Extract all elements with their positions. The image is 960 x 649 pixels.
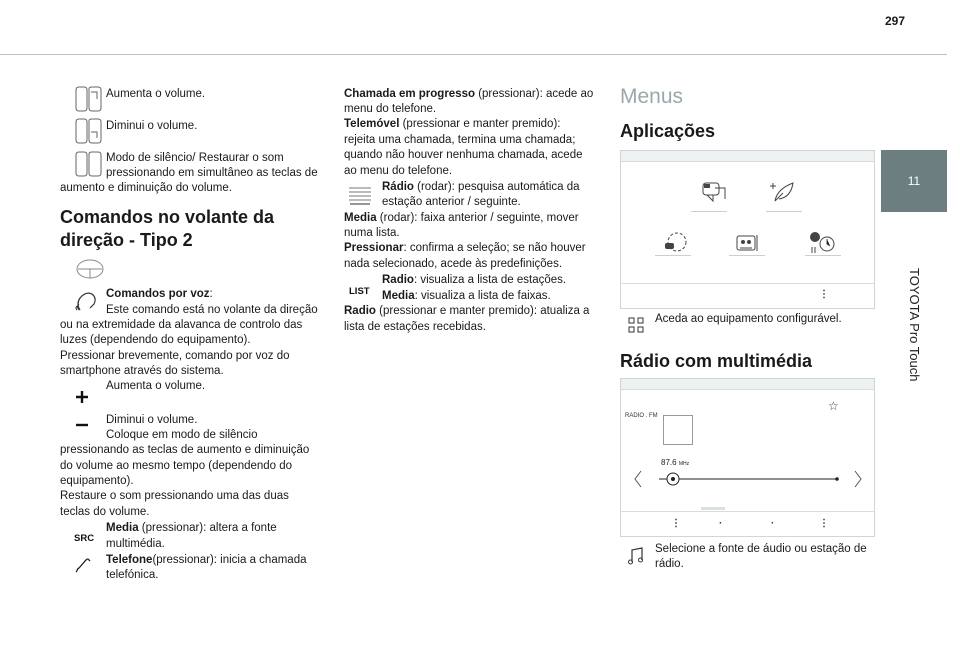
radio-line-2: estação anterior / seguinte. (382, 196, 521, 208)
tel-bold: Telefone (106, 554, 153, 566)
radio-caption-line-1: Selecione a fonte de áudio ou estação de (655, 543, 867, 555)
steering-control-mute-icon (73, 151, 103, 177)
radio-line-1 (382, 180, 580, 196)
section-heading-line-2: direção - Tipo 2 (60, 230, 193, 250)
list-icon: LIST (349, 286, 370, 297)
rotary-knob-icon (347, 183, 373, 207)
media-bold: Media (106, 522, 139, 534)
media-line-1 (106, 521, 277, 537)
radio-dot-icon-2[interactable]: · (771, 518, 775, 529)
minus-line-6: Restaure o som pressionando uma das duas (60, 490, 289, 502)
mute-line-1: Modo de silêncio/ Restaurar o som (106, 152, 284, 164)
media-rot-bold: Media (344, 212, 377, 224)
eco-app-icon[interactable] (769, 179, 799, 207)
station-artwork (663, 415, 693, 445)
voice-line-0 (106, 287, 213, 303)
call-line-2: menu do telefone. (344, 103, 437, 115)
media-rot-line-1 (344, 211, 579, 227)
radio-screen-bottom-bar (621, 511, 874, 536)
mute-line-3: aumento e diminuição do volume. (60, 182, 232, 194)
media-rot-line-2: numa lista. (344, 227, 400, 239)
chapter-title (881, 212, 947, 432)
apps-caption: Aceda ao equipamento configurável. (655, 313, 842, 325)
call-line-1 (344, 87, 593, 103)
radio-bold: Rádio (382, 181, 414, 193)
vol-down-text: Diminui o volume. (106, 120, 198, 132)
media-line-2: multimédia. (106, 538, 165, 550)
plus-text: Aumenta o volume. (106, 380, 206, 392)
chapter-title-text: TOYOTA Pro Touch (906, 268, 922, 382)
mobile-line-4: ao menu do telefone. (344, 165, 453, 177)
mobile-rest: (pressionar e manter premido): (399, 118, 561, 130)
list-media-line (382, 289, 551, 305)
press-bold: Pressionar (344, 242, 404, 254)
mobile-line-1 (344, 117, 560, 133)
radio2-bold: Radio (344, 305, 376, 317)
voice-line-5: smartphone através do sistema. (60, 365, 224, 377)
clock-app-icon[interactable] (807, 229, 837, 257)
mobile-line-2: rejeita uma chamada, termina uma chamada; (344, 134, 576, 146)
radio-caption-line-2: rádio. (655, 558, 684, 570)
radio-dot-icon-1[interactable]: · (719, 518, 723, 529)
media-rest: (pressionar): altera a fonte (138, 522, 277, 534)
frequency-unit: MHz (678, 461, 690, 467)
list-radio-rest: : visualiza a lista de estações. (413, 274, 567, 286)
settings-app-underline (655, 255, 691, 256)
page-number: 297 (884, 14, 906, 28)
apps-screen-status-bar (621, 151, 874, 162)
vol-up-text: Aumenta o volume. (106, 88, 206, 100)
tel-rest: (pressionar): inicia a chamada (152, 554, 307, 566)
steering-wheel-icon (75, 258, 105, 280)
minus-line-4: do volume ao mesmo tempo (dependendo do (60, 460, 293, 472)
chapter-tab[interactable] (881, 150, 947, 212)
mute-line-2: pressionando em simultâneo as teclas de (106, 167, 318, 179)
radio2-line-1 (344, 304, 589, 320)
mobile-bold: Telemóvel (344, 118, 400, 130)
apps-more-icon[interactable]: ⋮ (819, 289, 829, 300)
list-media-bold: Media (382, 290, 415, 302)
apps-screen (620, 150, 875, 309)
press-rest: : confirma a seleção; se não houver (403, 242, 586, 254)
voice-command-icon (74, 290, 98, 312)
voice-line-1: Este comando está no volante da direção (106, 304, 318, 316)
section-heading-line-1: Comandos no volante da (60, 207, 275, 227)
mobile-line-3: quando não houver nenhuma chamada, acede (344, 149, 583, 161)
radio-heading: Rádio com multimédia (620, 351, 813, 371)
radio-menu-icon[interactable]: ⋮ (671, 518, 681, 529)
tuner-slider[interactable] (629, 467, 869, 493)
frequency-value: 87.6 (661, 458, 677, 467)
contacts-app-icon[interactable] (733, 231, 761, 255)
chapter-number: 11 (907, 174, 921, 188)
music-note-icon (627, 546, 645, 566)
call-rest: (pressionar): acede ao (475, 88, 594, 100)
messages-app-underline (691, 211, 727, 212)
minus-line-3: pressionando as teclas de aumento e diminuição (60, 444, 310, 456)
steering-control-vol-up-icon (73, 86, 103, 112)
press-line-1 (344, 241, 586, 257)
list-radio-bold: Radio (382, 274, 414, 286)
steering-control-vol-down-icon (73, 118, 103, 144)
voice-bold: Comandos por voz (106, 288, 210, 300)
minus-line-7: teclas do volume. (60, 506, 150, 518)
voice-line-3: luzes (dependendo do equipamento). (60, 334, 251, 346)
press-line-2: nada selecionado, acede às predefinições. (344, 258, 563, 270)
radio-screen (620, 378, 875, 537)
phone-icon (74, 556, 92, 574)
radio-screen-status-bar (621, 379, 874, 390)
voice-line-4: Pressionar brevemente, comando por voz do (60, 350, 290, 362)
minus-icon (74, 420, 90, 430)
apps-heading: Aplicações (620, 121, 716, 141)
page-indicator (701, 507, 725, 510)
tel-line-2: telefónica. (106, 569, 159, 581)
radio2-line-2: lista de estações recebidas. (344, 321, 486, 333)
menus-heading: Menus (620, 85, 684, 108)
apps-screen-bottom-bar (621, 283, 874, 308)
minus-line-5: equipamento). (60, 475, 134, 487)
clock-app-underline (805, 255, 841, 256)
radio-more-icon[interactable]: ⋮ (819, 518, 829, 529)
header-rule (0, 54, 947, 55)
voice-colon: : (209, 288, 213, 300)
minus-line-2: Coloque em modo de silêncio (106, 429, 258, 441)
tel-line-1 (106, 553, 306, 569)
contacts-app-underline (729, 255, 765, 256)
media-rot-rest: (rodar): faixa anterior / seguinte, mover (376, 212, 579, 224)
favorite-star-icon[interactable]: ☆ (828, 399, 839, 413)
list-media-rest: : visualiza a lista de faixas. (414, 290, 551, 302)
apps-grid-icon (627, 316, 645, 334)
src-icon: SRC (74, 533, 95, 544)
radio-band-label: RADIO . FM (625, 413, 658, 419)
plus-icon (74, 389, 90, 405)
minus-line-1: Diminui o volume. (106, 414, 198, 426)
messages-app-icon[interactable] (699, 179, 729, 207)
eco-app-underline (766, 211, 802, 212)
radio2-rest: (pressionar e manter premido): atualiza a (375, 305, 590, 317)
voice-line-2: ou na extremidade da alavanca de controlo das (60, 319, 303, 331)
list-radio-line (382, 273, 566, 289)
call-bold: Chamada em progresso (344, 88, 476, 100)
radio-rest: (rodar): pesquisa automática da (413, 181, 580, 193)
settings-app-icon[interactable] (661, 229, 691, 257)
